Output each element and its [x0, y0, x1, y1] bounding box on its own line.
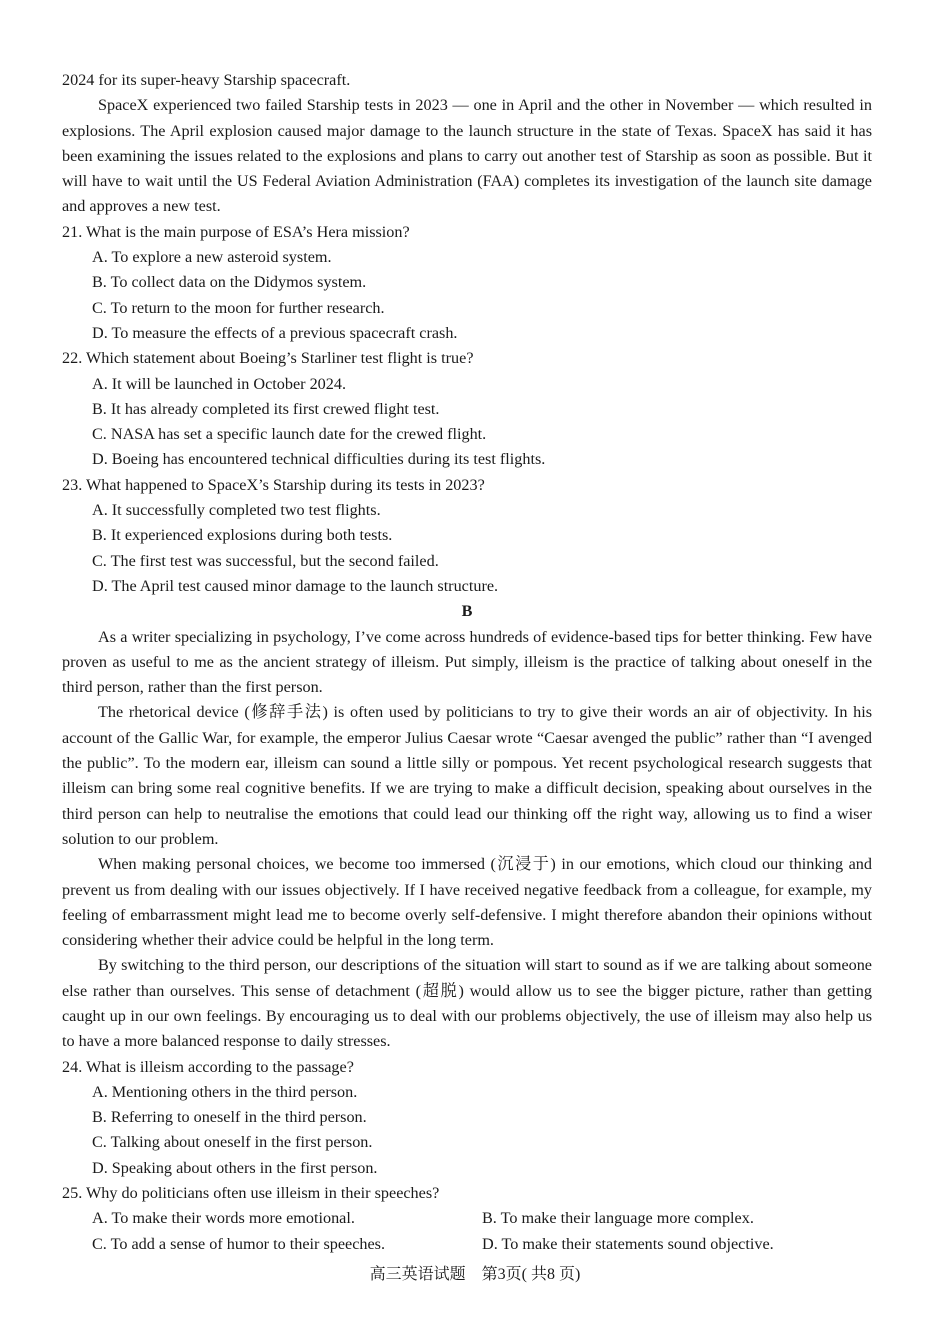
section-b-heading: B [461, 602, 473, 621]
options-row-1 [92, 1206, 872, 1231]
option-c: C. The first test was successful, but the second failed. [92, 551, 439, 570]
option-d: D. The April test caused minor damage to the launch structure. [92, 576, 499, 595]
passage-a-tail-line: 2024 for its super-heavy Starship spacecraft. [62, 71, 351, 89]
option-a: A. To explore a new asteroid system. [92, 248, 332, 267]
question-stem: 23. What happened to SpaceX’s Starship during its tests in 2023? [62, 475, 485, 494]
question-stem: 22. Which statement about Boeing’s Starliner test flight is true? [62, 349, 474, 368]
passage-b-paragraph-3: When making personal choices, we become too immersed (沉浸于) in our emotions, which cloud our thinking and prevent us from dealing with our issues objectively. If I have received negative feedback from a colleague, for example, my feeling of embarrassment might lead me to become overly self-defensive. I might therefore abandon their opinions without considering whether their advice could be helpful in the long term. [62, 855, 872, 950]
option-b: B. To collect data on the Didymos system. [92, 273, 367, 292]
option-d: D. Speaking about others in the first person. [92, 1158, 378, 1177]
passage-b-paragraph-4: By switching to the third person, our descriptions of the situation will start to sound as if we are talking about someone else rather than ourselves. This sense of detachment (超脱) would allow us to see the bigger picture, rather than getting caught up in our own feelings. By encouraging us to deal with our problems objectively, the use of illeism may also help us to have a more balanced response to daily stresses. [62, 956, 872, 1051]
passage-b-paragraph-1: As a writer specializing in psychology, I’ve come across hundreds of evidence-based tips for better thinking. Few have proven as useful to me as the ancient strategy of illeism. Put simply, illeism is the practice of talking about oneself in the third person, rather than the first person. [62, 627, 872, 697]
question-stem: 25. Why do politicians often use illeism in their speeches? [62, 1184, 440, 1203]
question-22 [62, 346, 872, 472]
option-a: A. Mentioning others in the third person. [92, 1082, 358, 1101]
option-d: D. To measure the effects of a previous spacecraft crash. [92, 323, 458, 342]
option-d: D. To make their statements sound objective. [482, 1234, 774, 1253]
option-a: A. It successfully completed two test flights. [92, 501, 381, 520]
passage-a-paragraph: SpaceX experienced two failed Starship tests in 2023 — one in April and the other in November — which resulted in explosions. The April explosion caused major damage to the launch structure in the state of Texas. SpaceX has said it has been examining the issues related to the explosions and plans to carry out another test of Starship as soon as possible. But it will have to wait until the US Federal Aviation Administration (FAA) completes its investigation of the launch site damage and approves a new test. [62, 96, 872, 216]
footer-subject: 高三英语试题 [369, 1266, 466, 1283]
option-b: B. To make their language more complex. [482, 1209, 754, 1228]
option-a: A. To make their words more emotional. [92, 1209, 355, 1228]
question-stem: 24. What is illeism according to the passage? [62, 1057, 354, 1076]
option-b: B. It has already completed its first crewed flight test. [92, 399, 440, 418]
options-row-2 [92, 1232, 872, 1257]
question-23 [62, 473, 872, 599]
passage-b-paragraph-2: The rhetorical device (修辞手法) is often used by politicians to try to give their words an air of objectivity. In his account of the Gallic War, for example, the emperor Julius Caesar wrote “Caesar avenged the public” rather than “I avenged the public”. To the modern ear, illeism can sound a little silly or pompous. Yet recent psychological research suggests that illeism can bring some real cognitive benefits. If we are trying to make a difficult decision, speaking about ourselves in the third person can help to neutralise the emotions that could lead our thinking off the right way, allowing us to find a wiser solution to our problem. [62, 703, 872, 848]
question-25 [62, 1181, 872, 1257]
question-21 [62, 220, 872, 346]
option-b: B. Referring to oneself in the third person. [92, 1108, 367, 1127]
option-c: C. Talking about oneself in the first person. [92, 1133, 373, 1152]
option-c: C. NASA has set a specific launch date for the crewed flight. [92, 425, 487, 444]
page-footer [0, 1262, 950, 1287]
question-stem: 21. What is the main purpose of ESA’s Hera mission? [62, 222, 410, 241]
page-content [62, 68, 872, 1257]
option-b: B. It experienced explosions during both tests. [92, 526, 393, 545]
option-c: C. To add a sense of humor to their speeches. [92, 1234, 386, 1253]
footer-page-number: 第3页( 共8 页) [481, 1266, 581, 1283]
option-c: C. To return to the moon for further research. [92, 298, 385, 317]
option-a: A. It will be launched in October 2024. [92, 374, 346, 393]
question-24 [62, 1055, 872, 1181]
option-d: D. Boeing has encountered technical difficulties during its test flights. [92, 450, 546, 469]
